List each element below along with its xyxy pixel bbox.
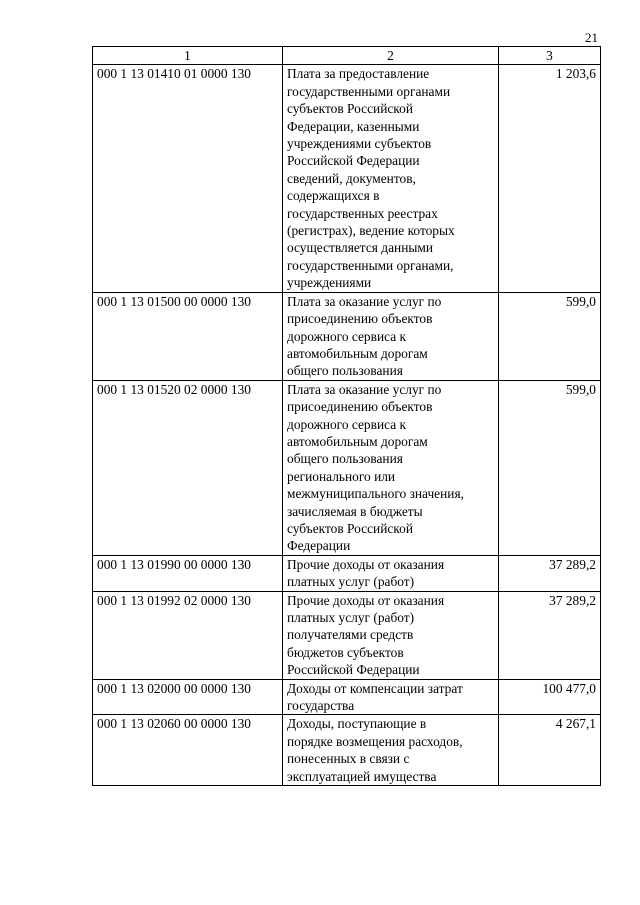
table-row	[93, 380, 601, 555]
revenue-name-cell	[283, 715, 499, 786]
revenue-name-line: субъектов Российской	[287, 520, 413, 536]
revenue-name-cell	[283, 679, 499, 715]
revenue-name-line: учреждениями	[287, 275, 372, 291]
revenue-name-cell	[283, 292, 499, 380]
revenue-name-line: Прочие доходы от оказания	[287, 556, 445, 572]
column-header-1: 1	[93, 47, 283, 65]
revenue-name-cell	[283, 555, 499, 591]
page-number: 21	[585, 30, 598, 45]
revenue-name-line: бюджетов субъектов	[287, 644, 404, 660]
amount-cell: 4 267,1	[499, 715, 601, 786]
amount-cell: 100 477,0	[499, 679, 601, 715]
table-header-row	[93, 47, 601, 65]
table-row	[93, 715, 601, 786]
revenue-name-line: дорожного сервиса к	[287, 416, 407, 432]
revenue-name-line: государственных реестрах	[287, 205, 438, 221]
revenue-name-cell	[283, 591, 499, 679]
budget-code-cell: 000 1 13 02060 00 0000 130	[93, 715, 283, 786]
revenue-name-line: Плата за оказание услуг по	[287, 381, 442, 397]
revenue-name-line: государственными органами	[287, 83, 451, 99]
revenue-name-line: зачисляемая в бюджеты	[287, 503, 423, 519]
revenue-name-line: учреждениями субъектов	[287, 136, 432, 152]
revenue-name-line: общего пользования	[287, 363, 403, 379]
table-row	[93, 591, 601, 679]
revenue-name-line: сведений, документов,	[287, 170, 416, 186]
revenue-name-line: Российской Федерации	[287, 153, 420, 169]
budget-code-cell: 000 1 13 01990 00 0000 130	[93, 555, 283, 591]
revenue-name-line: порядке возмещения расходов,	[287, 733, 463, 749]
revenue-name-line: Доходы, поступающие в	[287, 716, 427, 732]
revenue-name-line: платных услуг (работ)	[287, 610, 415, 625]
revenue-name-line: Плата за оказание услуг по	[287, 293, 442, 309]
revenue-name-line: государственными органами,	[287, 257, 454, 273]
revenue-name-line: присоединению объектов	[287, 311, 433, 327]
amount-cell: 599,0	[499, 292, 601, 380]
revenue-name-cell	[283, 65, 499, 292]
revenue-name-line: автомобильным дорогам	[287, 345, 428, 361]
revenue-name-line: присоединению объектов	[287, 399, 433, 415]
revenue-name-line: межмуниципального значения,	[287, 486, 464, 502]
revenue-name-line: субъектов Российской	[287, 101, 413, 117]
table-row	[93, 65, 601, 292]
amount-cell: 1 203,6	[499, 65, 601, 292]
budget-code-cell: 000 1 13 02000 00 0000 130	[93, 679, 283, 715]
revenue-name-line: (регистрах), ведение которых	[287, 223, 455, 239]
budget-code-cell: 000 1 13 01992 02 0000 130	[93, 591, 283, 679]
revenue-name-cell	[283, 380, 499, 555]
budget-code-cell: 000 1 13 01500 00 0000 130	[93, 292, 283, 380]
revenue-name-line: получателями средств	[287, 627, 414, 643]
revenue-name-line: Федерации	[287, 538, 351, 554]
revenue-name-line: осуществляется данными	[287, 240, 433, 256]
amount-cell: 599,0	[499, 380, 601, 555]
revenue-name-line: Доходы от компенсации затрат	[287, 680, 463, 696]
table-row	[93, 292, 601, 380]
table-row	[93, 679, 601, 715]
column-header-3: 3	[499, 47, 601, 65]
revenue-table	[92, 46, 601, 786]
revenue-name-line: Федерации, казенными	[287, 118, 420, 134]
revenue-name-line: регионального или	[287, 468, 396, 484]
revenue-name-line: платных услуг (работ)	[287, 574, 415, 590]
revenue-name-line: дорожного сервиса к	[287, 328, 407, 344]
revenue-name-line: государства	[287, 698, 355, 714]
budget-code-cell: 000 1 13 01520 02 0000 130	[93, 380, 283, 555]
revenue-name-line: Прочие доходы от оказания	[287, 592, 445, 608]
revenue-name-line: Российской Федерации	[287, 662, 420, 678]
revenue-name-line: общего пользования	[287, 451, 403, 467]
column-header-2: 2	[283, 47, 499, 65]
revenue-name-line: Плата за предоставление	[287, 66, 430, 82]
table-row	[93, 555, 601, 591]
revenue-name-line: понесенных в связи с	[287, 751, 410, 767]
amount-cell: 37 289,2	[499, 555, 601, 591]
amount-cell: 37 289,2	[499, 591, 601, 679]
revenue-name-line: содержащихся в	[287, 188, 380, 204]
budget-code-cell: 000 1 13 01410 01 0000 130	[93, 65, 283, 292]
revenue-name-line: эксплуатацией имущества	[287, 768, 437, 784]
table-body	[93, 65, 601, 786]
revenue-name-line: автомобильным дорогам	[287, 433, 428, 449]
